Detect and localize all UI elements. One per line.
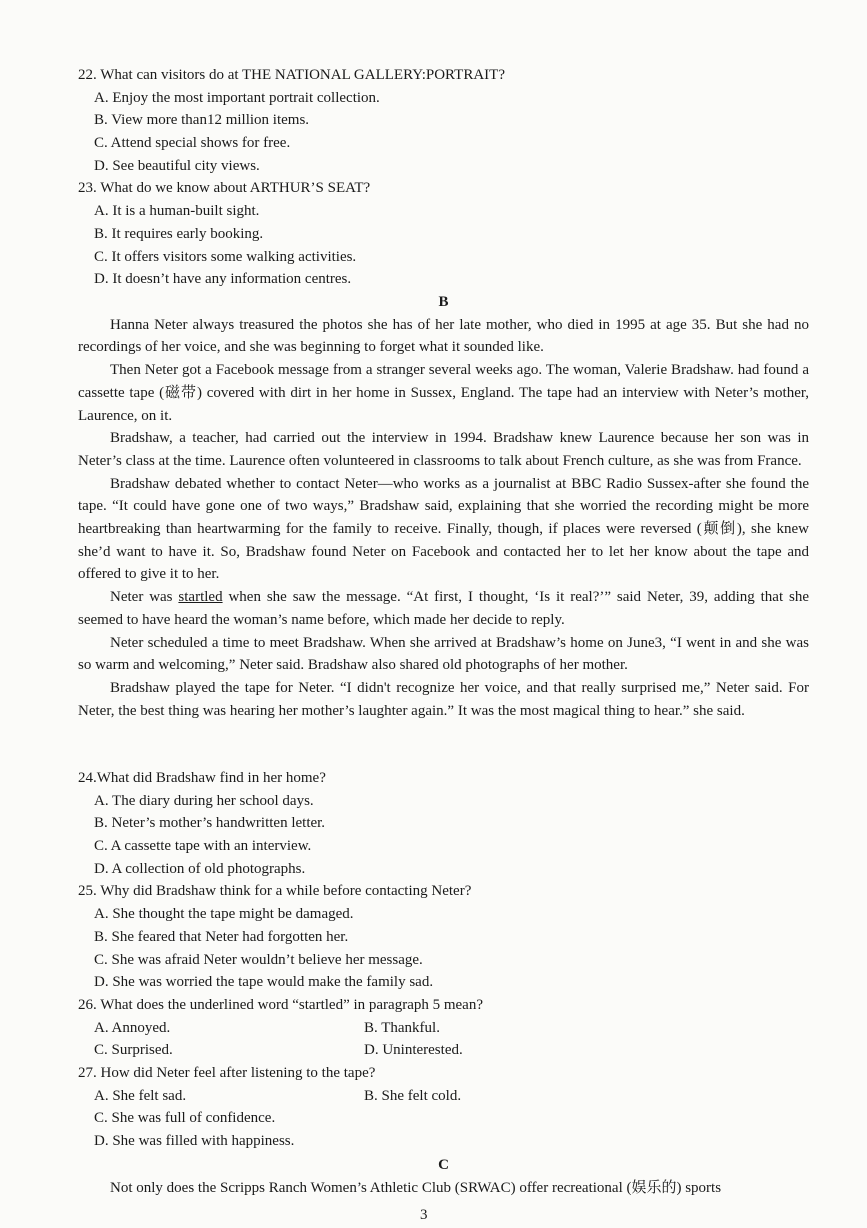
question-25-option-b: B. She feared that Neter had forgotten her. <box>94 928 349 945</box>
question-23-option-b: B. It requires early booking. <box>94 225 264 242</box>
passage-paragraph-3: Bradshaw, a teacher, had carried out the interview in 1994. Bradshaw knew Laurence because her son was in Neter’s class at the time. Laurence often volunteered in classrooms to talk about French culture, as she was from France. <box>78 430 809 469</box>
question-26-stem: 26. What does the underlined word “startled” in paragraph 5 mean? <box>78 996 483 1013</box>
question-27-stem: 27. How did Neter feel after listening to the tape? <box>78 1064 376 1081</box>
question-22-option-c: C. Attend special shows for free. <box>94 135 291 152</box>
question-22-option-a: A. Enjoy the most important portrait collection. <box>94 89 380 106</box>
question-24-stem: 24.What did Bradshaw find in her home? <box>78 770 326 786</box>
passage-paragraph-1: Hanna Neter always treasured the photos she has of her late mother, who died in 1995 at age 35. But she had no recordings of her voice, and she was beginning to forget what it sounded like. <box>78 316 809 356</box>
question-26-option-a: A. Annoyed. <box>94 1019 171 1036</box>
questions-22-23 <box>78 64 809 291</box>
question-25-option-a: A. She thought the tape might be damaged. <box>94 906 354 923</box>
section-b <box>78 291 809 722</box>
question-26-option-b: B. Thankful. <box>364 1019 440 1036</box>
section-c <box>78 1154 809 1199</box>
question-22-option-b: B. View more than12 million items. <box>94 112 310 129</box>
question-23-option-c: C. It offers visitors some walking activities. <box>94 248 357 265</box>
section-b-heading: B <box>438 294 449 310</box>
question-23-stem: 23. What do we know about ARTHUR’S SEAT? <box>78 180 371 197</box>
passage-paragraph-6: Neter scheduled a time to meet Bradshaw. When she arrived at Bradshaw’s home on June3, “I went in and she was so warm and welcoming,” Neter said. Bradshaw also shared old photographs of her mother. <box>78 634 809 674</box>
question-24-option-a: A. The diary during her school days. <box>94 792 314 809</box>
passage-paragraph-5 <box>78 586 809 631</box>
question-27-option-d: D. She was filled with happiness. <box>94 1133 295 1149</box>
question-24-option-b: B. Neter’s mother’s handwritten letter. <box>94 815 326 832</box>
question-23-option-a: A. It is a human-built sight. <box>94 203 260 220</box>
question-25-option-c: C. She was afraid Neter wouldn’t believe her message. <box>94 951 423 968</box>
question-27-options-row-1 <box>78 1085 809 1108</box>
section-c-heading: C <box>438 1157 449 1173</box>
question-24-option-d: D. A collection of old photographs. <box>94 860 306 877</box>
question-25-option-d: D. She was worried the tape would make the family sad. <box>94 974 434 991</box>
question-27-option-a: A. She felt sad. <box>94 1087 187 1104</box>
paragraph-5-lead: Neter was <box>110 589 173 606</box>
underlined-word: startled <box>178 589 223 606</box>
question-22-option-d: D. See beautiful city views. <box>94 157 260 174</box>
paragraph-5-rest: when she saw the message. “At first, I thought, ‘Is it real?’” said Neter, 39, adding that she seemed to have heard the woman’s name before, which made her decide to reply. <box>78 589 810 628</box>
passage-paragraph-7: Bradshaw played the tape for Neter. “I didn't recognize her voice, and that really surprised me,” Neter said. For Neter, the best thing was hearing her mother’s laughter again.” It was the most magical thing to hear.” she said. <box>78 679 809 719</box>
question-26-option-c: C. Surprised. <box>94 1042 173 1059</box>
question-23-option-d: D. It doesn’t have any information centres. <box>94 271 352 288</box>
question-27-option-b: B. She felt cold. <box>364 1087 462 1104</box>
page-number: 3 <box>420 1207 428 1223</box>
section-b-passage <box>78 314 809 723</box>
question-27-option-c: C. She was full of confidence. <box>94 1110 276 1127</box>
question-22-stem: 22. What can visitors do at THE NATIONAL GALLERY:PORTRAIT? <box>78 67 505 83</box>
passage-paragraph-2: Then Neter got a Facebook message from a stranger several weeks ago. The woman, Valerie Bradshaw. had found a cassette tape (磁带) covered with dirt in her home in Sussex, England. The tape had an interview with Neter’s mother, Laurence, on it. <box>78 362 809 424</box>
question-26-option-d: D. Uninterested. <box>364 1042 463 1059</box>
questions-24-27 <box>78 767 809 1153</box>
passage-paragraph-4: Bradshaw debated whether to contact Neter—who works as a journalist at BBC Radio Sussex-after she found the tape. “It could have gone one of two ways,” Bradshaw said, explaining that she worried the recording might be more heartbreaking than heartwarming for the family to receive. Finally, though, if places were reversed (颠倒), she knew she’d want to have it. So, Bradshaw found Neter on Facebook and contacted her to let her know about the tape and offered to give it to her. <box>78 475 809 583</box>
question-24-option-c: C. A cassette tape with an interview. <box>94 838 312 855</box>
section-c-passage <box>78 1177 809 1200</box>
question-26-options-row-1 <box>78 1017 809 1040</box>
question-26-options-row-2 <box>78 1039 809 1062</box>
section-c-first-line: Not only does the Scripps Ranch Women’s Athletic Club (SRWAC) offer recreational (娱乐的) sports <box>110 1179 722 1196</box>
question-25-stem: 25. Why did Bradshaw think for a while before contacting Neter? <box>78 883 472 900</box>
